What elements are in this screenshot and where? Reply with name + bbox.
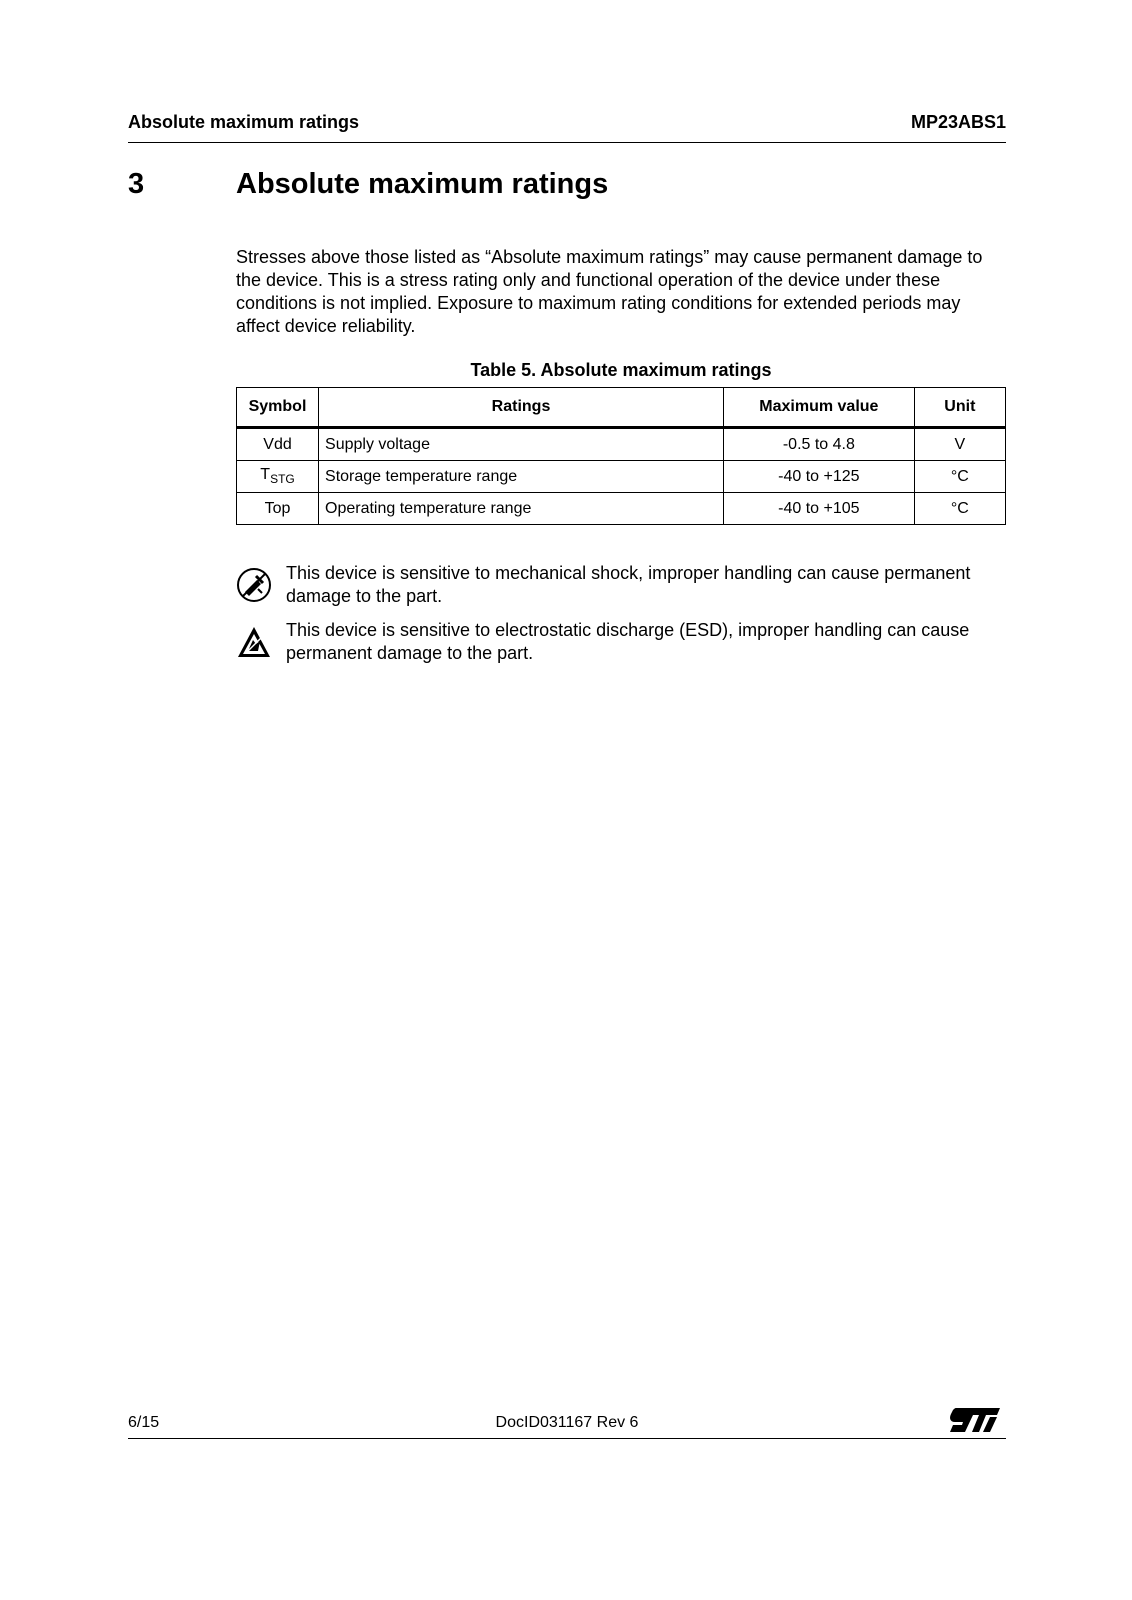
esd-text: This device is sensitive to electrostatic discharge (ESD), improper handling can cause permanent damage to the part.: [286, 620, 970, 663]
cell-max-value: -40 to +125: [724, 461, 915, 493]
column-header-symbol: Symbol: [237, 388, 319, 428]
cell-unit: V: [914, 428, 1005, 461]
column-header-ratings: Ratings: [319, 388, 724, 428]
cell-rating: Operating temperature range: [319, 493, 724, 525]
section-title: Absolute maximum ratings: [236, 168, 609, 200]
header-part-number: MP23ABS1: [910, 112, 1006, 132]
page-header: [128, 108, 1006, 143]
symbol-subscript: STG: [270, 472, 295, 487]
mechanical-shock-icon: [236, 567, 272, 603]
symbol-text: Top: [264, 499, 291, 517]
cell-symbol: [237, 493, 319, 525]
mechanical-shock-text: This device is sensitive to mechanical shock, improper handling can cause permanent damage to the part.: [286, 563, 971, 606]
cell-max-value: -40 to +105: [724, 493, 915, 525]
cell-unit: °C: [914, 461, 1005, 493]
intro-paragraph: Stresses above those listed as “Absolute maximum ratings” may cause permanent damage to the device. This is a stress rating only and functional operation of the device under these conditions is not implied. Exposure to maximum rating conditions for extended periods may affect device reliability.: [236, 247, 983, 336]
table-row: [237, 461, 1006, 493]
table-row: [237, 493, 1006, 525]
esd-warning-icon: [236, 624, 272, 660]
section-number: 3: [128, 168, 145, 200]
cell-max-value: -0.5 to 4.8: [724, 428, 915, 461]
cell-symbol: [237, 428, 319, 461]
mechanical-shock-note: [236, 562, 1006, 612]
table-row: [237, 428, 1006, 461]
st-logo-icon: [946, 1404, 1002, 1436]
column-header-maximum-value: Maximum value: [724, 388, 915, 428]
document-id: DocID031167 Rev 6: [495, 1414, 639, 1431]
page-footer: [128, 1404, 1006, 1439]
symbol-text: T: [260, 466, 271, 484]
symbol-text: Vdd: [263, 435, 292, 453]
header-section-title: Absolute maximum ratings: [128, 112, 360, 132]
ratings-table: [236, 387, 1006, 525]
esd-note: [236, 619, 1006, 669]
cell-rating: Supply voltage: [319, 428, 724, 461]
cell-rating: Storage temperature range: [319, 461, 724, 493]
cell-symbol: [237, 461, 319, 493]
page-number: 6/15: [128, 1414, 160, 1431]
cell-unit: °C: [914, 493, 1005, 525]
table-header-row: [237, 388, 1006, 428]
column-header-unit: Unit: [914, 388, 1005, 428]
table-caption: Table 5. Absolute maximum ratings: [470, 360, 772, 380]
